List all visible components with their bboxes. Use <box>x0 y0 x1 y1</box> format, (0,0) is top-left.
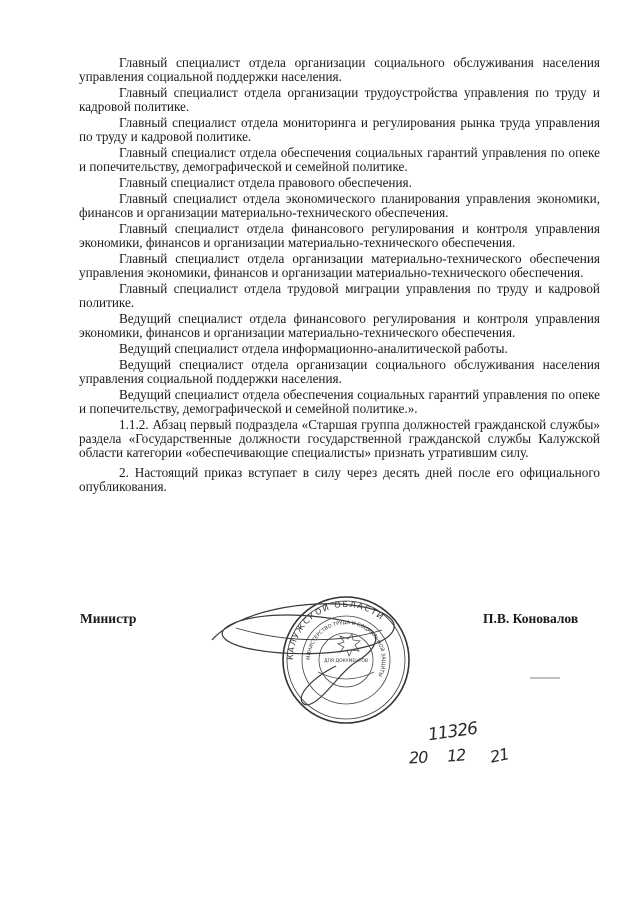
paragraph: Ведущий специалист отдела организации социального обслуживания населения управления социальной поддержки населения. <box>79 356 600 386</box>
paragraph: Главный специалист отдела финансового регулирования и контроля управления экономики, финансов и организации материально-технического обеспечения. <box>79 220 600 250</box>
paragraph: Главный специалист отдела организации трудоустройства управления по труду и кадровой политике. <box>79 85 600 115</box>
signatory-position: Министр <box>80 611 137 626</box>
paragraph: Главный специалист отдела правового обеспечения. <box>119 175 412 190</box>
stamp-inner-text: МИНИСТЕРСТВО ТРУДА И СОЦИАЛЬНОЙ ЗАЩИТЫ <box>305 619 387 678</box>
paragraph: 1.1.2. Абзац первый подраздела «Старшая группа должностей гражданской службы» раздела «Государственные должности государственной гражданской службы Калужской области категории «обеспечивающие специалисты» признать утратившим силу. <box>79 416 600 460</box>
paragraph: Главный специалист отдела трудовой миграции управления по труду и кадровой политике. <box>79 280 600 310</box>
paragraph: Ведущий специалист отдела обеспечения социальных гарантий управления по опеке и попечительству, демографической и семейной политике.». <box>79 386 600 416</box>
paragraph: Главный специалист отдела организации материально-технического обеспечения управления экономики, финансов и организации материально-технического обеспечения. <box>79 250 600 280</box>
handwritten-number: 11326 <box>426 718 479 746</box>
paragraph: Главный специалист отдела организации социального обслуживания населения управления социальной поддержки населения. <box>79 55 600 85</box>
paragraph: Главный специалист отдела обеспечения социальных гарантий управления по опеке и попечительству, демографической и семейной политике. <box>79 145 600 175</box>
handwritten-day: 20 <box>408 747 428 768</box>
paragraph: Главный специалист отдела экономического планирования управления экономики, финансов и организации материально-технического обеспечения. <box>79 190 600 220</box>
stamp-center-text: ДЛЯ ДОКУМЕНТОВ <box>324 659 368 664</box>
handwritten-month: 12 <box>446 745 467 766</box>
paragraph: Главный специалист отдела мониторинга и регулирования рынка труда управления по труду и кадровой политике. <box>79 115 600 145</box>
handwritten-signature <box>212 604 560 705</box>
signatory-name: П.В. Коновалов <box>483 611 579 626</box>
paragraph: 2. Настоящий приказ вступает в силу через десять дней после его официального опубликования. <box>79 465 600 495</box>
handwritten-year: 21 <box>488 744 511 767</box>
stamp-outer-text: КАЛУЖСКОЙ ОБЛАСТИ <box>285 599 386 661</box>
paragraph: Ведущий специалист отдела финансового регулирования и контроля управления экономики, финансов и организации материально-технического обеспечения. <box>79 310 600 340</box>
paragraph: Ведущий специалист отдела информационно-аналитической работы. <box>119 340 508 356</box>
